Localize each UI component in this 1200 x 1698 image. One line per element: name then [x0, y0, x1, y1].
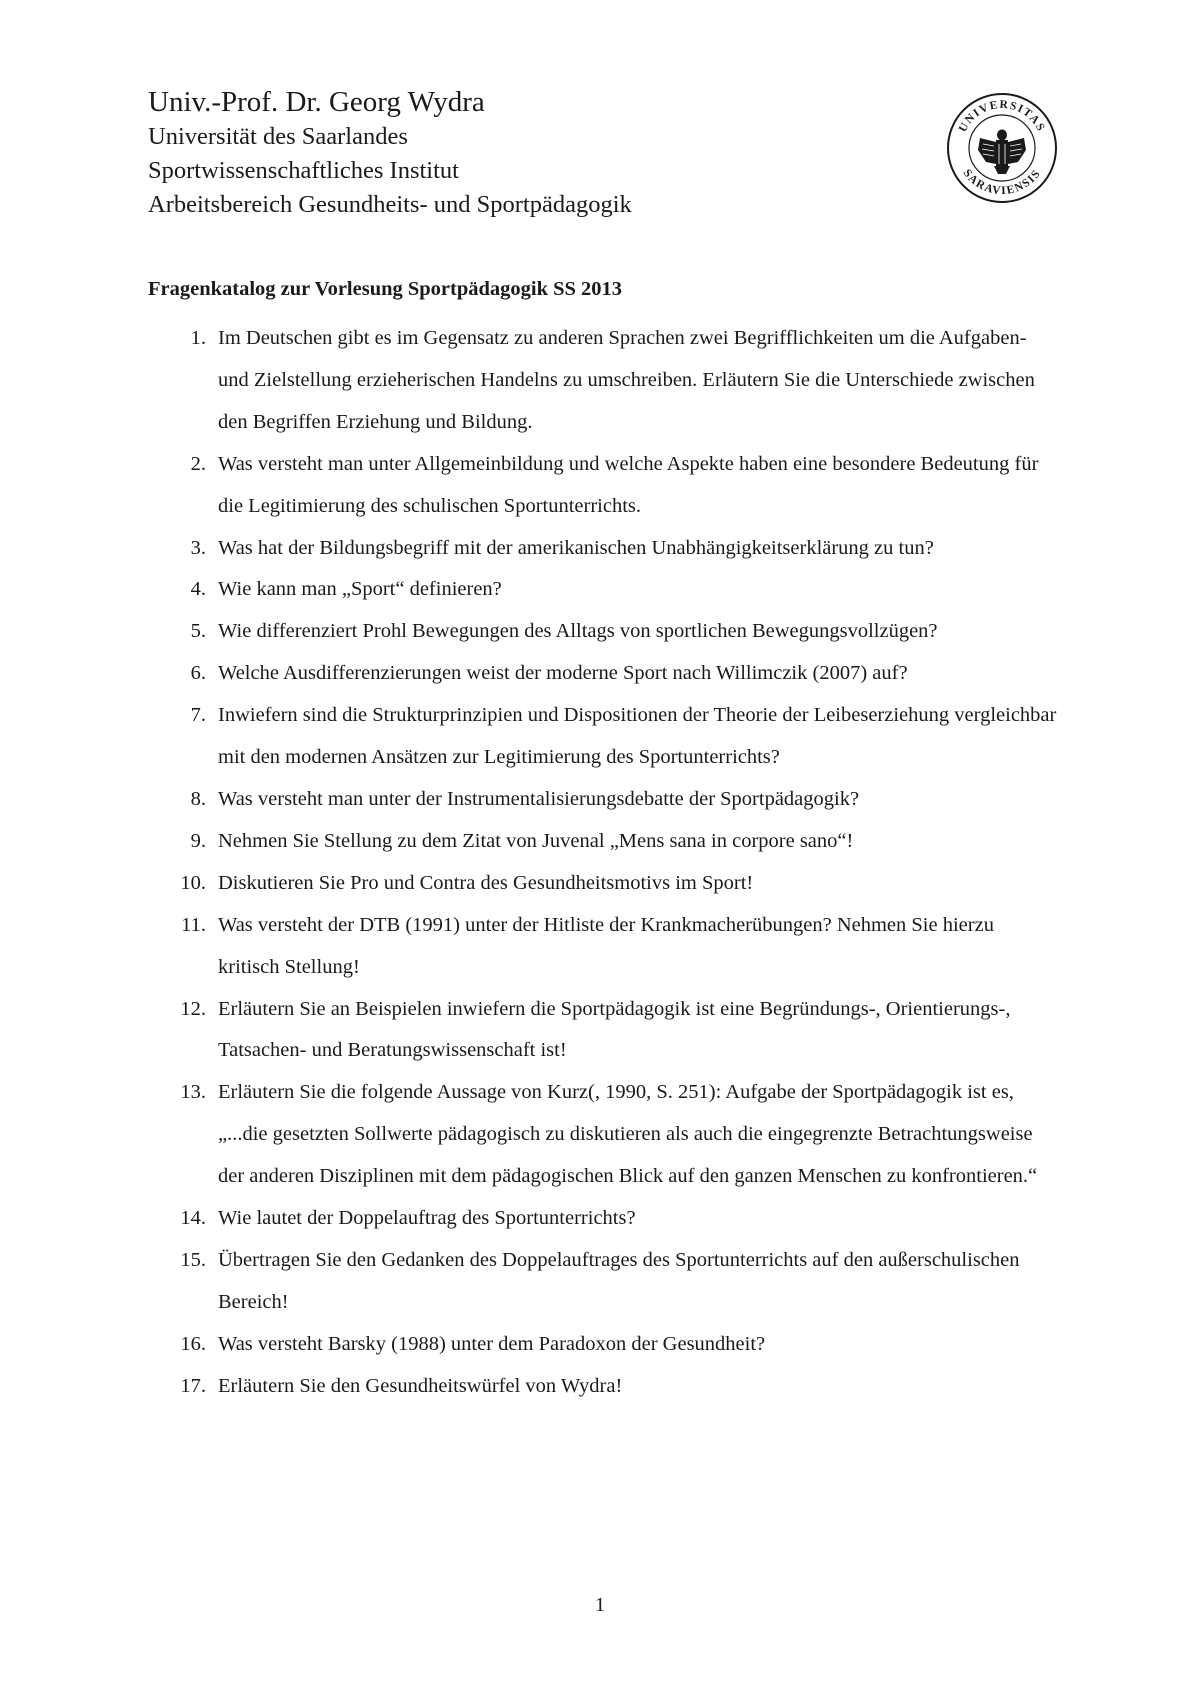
- question-item: [148, 653, 1058, 695]
- question-text: Was versteht der DTB (1991) unter der Hitliste der Krankmacherübungen? Nehmen Sie hierzu kritisch Stellung!: [218, 913, 994, 978]
- question-text: Was versteht Barsky (1988) unter dem Paradoxon der Gesundheit?: [218, 1332, 766, 1355]
- question-item: [148, 1240, 1058, 1324]
- question-number: 2.: [190, 452, 206, 475]
- question-text: Wie lautet der Doppelauftrag des Sportunterrichts?: [218, 1207, 636, 1230]
- question-number: 11.: [181, 913, 206, 936]
- question-item: [148, 779, 1058, 821]
- question-number: 1.: [190, 327, 206, 349]
- question-number: 6.: [190, 662, 206, 685]
- question-text: Was versteht man unter der Instrumentalisierungsdebatte der Sportpädagogik?: [218, 787, 860, 810]
- question-text: Diskutieren Sie Pro und Contra des Gesundheitsmotivs im Sport!: [218, 871, 754, 894]
- question-number: 7.: [190, 704, 206, 727]
- question-text: Erläutern Sie die folgende Aussage von Kurz(, 1990, S. 251): Aufgabe der Sportpädagogik ist es, „...die gesetzten Sollwerte pädagogisch zu diskutieren als auch die eingegrenzte Betrachtungsweise der anderen Disziplinen mit dem pädagogischen Blick auf den ganzen Menschen zu konfrontieren.“: [218, 1081, 1038, 1188]
- question-text: Was versteht man unter Allgemeinbildung und welche Aspekte haben eine besondere Bedeutung für die Legitimierung des schulischen Sportunterrichts.: [218, 452, 1039, 517]
- question-number: 3.: [190, 536, 206, 559]
- question-text: Wie differenziert Prohl Bewegungen des Alltags von sportlichen Bewegungsvollzügen?: [218, 620, 938, 643]
- page-number: 1: [594, 1594, 606, 1616]
- question-item: [148, 528, 1058, 570]
- question-item: [148, 821, 1058, 863]
- author-name: Univ.-Prof. Dr. Georg Wydra: [148, 86, 485, 118]
- question-text: Welche Ausdifferenzierungen weist der moderne Sport nach Willimczik (2007) auf?: [218, 662, 908, 685]
- question-item: [148, 1198, 1058, 1240]
- question-text: Inwiefern sind die Strukturprinzipien und Dispositionen der Theorie der Leibeserziehung vergleichbar mit den modernen Ansätzen zur Legitimierung des Sportunterrichts?: [218, 704, 1057, 769]
- question-number: 16.: [180, 1332, 206, 1355]
- question-number: 8.: [190, 787, 206, 810]
- question-number: 15.: [180, 1248, 206, 1271]
- question-text: Was hat der Bildungsbegriff mit der amerikanischen Unabhängigkeitserklärung zu tun?: [218, 536, 934, 559]
- question-number: 13.: [180, 1081, 206, 1104]
- question-text: Erläutern Sie den Gesundheitswürfel von Wydra!: [218, 1374, 623, 1397]
- question-item: [148, 695, 1058, 779]
- question-item: [148, 1324, 1058, 1366]
- question-text: Erläutern Sie an Beispielen inwiefern die Sportpädagogik ist eine Begründungs-, Orientierungs-, Tatsachen- und Beratungswissenschaft ist!: [218, 997, 1011, 1062]
- question-item: [148, 989, 1058, 1073]
- question-text: Im Deutschen gibt es im Gegensatz zu anderen Sprachen zwei Begrifflichkeiten um die Aufgaben- und Zielstellung erzieherischen Handelns zu umschreiben. Erläutern Sie die Unterschiede zwischen den Begriffen Erziehung und Bildung.: [218, 327, 1035, 433]
- question-text: Nehmen Sie Stellung zu dem Zitat von Juvenal „Mens sana in corpore sano“!: [218, 829, 854, 852]
- question-number: 4.: [190, 578, 206, 601]
- question-item: [148, 318, 1058, 444]
- university-name: Universität des Saarlandes: [148, 123, 408, 150]
- question-number: 10.: [180, 871, 206, 894]
- question-item: [148, 863, 1058, 905]
- question-number: 17.: [180, 1374, 206, 1397]
- question-number: 12.: [180, 997, 206, 1020]
- question-item: [148, 611, 1058, 653]
- question-text: Wie kann man „Sport“ definieren?: [218, 578, 502, 601]
- question-item: [148, 905, 1058, 989]
- seal-top-text: UNIVERSITAS: [956, 98, 1048, 135]
- question-item: [148, 1366, 1058, 1408]
- seal-eagle-emblem: [978, 130, 1026, 175]
- university-seal-icon: [946, 92, 1058, 204]
- question-item: [148, 1072, 1058, 1198]
- seal-bottom-text: SARAVIENSIS: [960, 167, 1044, 198]
- letterhead: [148, 84, 632, 222]
- department-name: Arbeitsbereich Gesundheits- und Sportpädagogik: [148, 191, 632, 218]
- question-item: [148, 444, 1058, 528]
- question-number: 9.: [190, 829, 206, 852]
- question-number: 14.: [180, 1207, 206, 1230]
- question-item: [148, 569, 1058, 611]
- question-list: [148, 318, 1058, 1408]
- institute-name: Sportwissenschaftliches Institut: [148, 157, 459, 184]
- question-number: 5.: [190, 620, 206, 643]
- question-text: Übertragen Sie den Gedanken des Doppelauftrages des Sportunterrichts auf den außerschulischen Bereich!: [218, 1248, 1020, 1313]
- catalog-title: Fragenkatalog zur Vorlesung Sportpädagogik SS 2013: [148, 278, 623, 300]
